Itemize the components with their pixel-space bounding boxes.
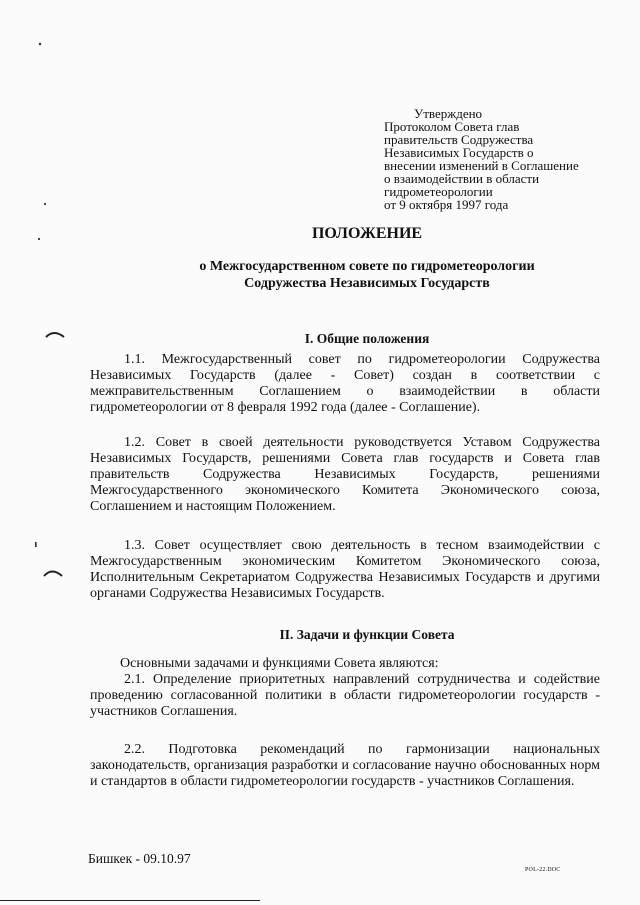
approval-line: гидрометеорологии bbox=[384, 184, 493, 199]
document-title: ПОЛОЖЕНИЕ bbox=[311, 225, 423, 242]
approval-line: Независимых Государств о bbox=[384, 145, 534, 160]
paragraph-text: 1.1. Межгосударственный совет по гидрометеорологии Содружества Независимых Государств (далее - Совет) создан в соответствии с межправительственным Соглашением о взаимодействии в области гидрометеорологии от 8 февраля 1992 года (далее - Соглашение). bbox=[90, 352, 600, 415]
paragraph-1-1 bbox=[90, 352, 600, 416]
approval-line: правительств Содружества bbox=[384, 132, 534, 147]
paragraph-1-2 bbox=[90, 435, 600, 515]
paragraph-1-3 bbox=[90, 538, 600, 602]
paragraph-text: 1.2. Совет в своей деятельности руководствуется Уставом Содружества Независимых Государств, решениями Совета глав государств и Совета глав правительств Содружества Независимых Государств, решениями Межгосударственного экономического Комитета Экономического союза, Соглашением и настоящим Положением. bbox=[90, 435, 600, 514]
paragraph-text: 2.2. Подготовка рекомендаций по гармонизации национальных законодательств, организация разработки и согласование научно обоснованных норм и стандартов в области гидрометеорологии государств - участников Соглашения. bbox=[90, 742, 600, 789]
paragraph-intro: Основными задачами и функциями Совета являются: bbox=[120, 656, 439, 671]
approval-line: Протоколом Совета глав bbox=[384, 119, 520, 134]
paragraph-2-1 bbox=[90, 656, 600, 720]
approval-line: о взаимодействии в области bbox=[384, 171, 540, 186]
scan-speck-1 bbox=[38, 42, 42, 46]
approval-line: внесении изменений в Соглашение bbox=[384, 158, 579, 173]
scan-speck-2 bbox=[43, 202, 47, 206]
footer-file-name: POL-22.DOC bbox=[525, 867, 561, 873]
paragraph-text: 1.3. Совет осуществляет свою деятельность в тесном взаимодействии с Межгосударственным экономическим Комитетом Экономического союза, Исполнительным Секретариатом Содружества Независимых Государств и другими органами Содружества Независимых Государств. bbox=[90, 538, 600, 601]
approval-line: Утверждено bbox=[414, 106, 483, 121]
section-heading-general: I. Общие положения bbox=[304, 331, 430, 346]
footer-place-date: Бишкек - 09.10.97 bbox=[88, 851, 191, 866]
document-subtitle-line-2: Содружества Независимых Государств bbox=[244, 276, 490, 291]
paragraph-text: 2.1. Определение приоритетных направлений сотрудничества и содействие проведению согласованной политики в области гидрометеорологии государств - участников Соглашения. bbox=[90, 672, 600, 719]
section-heading-tasks: II. Задачи и функции Совета bbox=[279, 627, 455, 642]
document-subtitle-line-1: о Межгосударственном совете по гидрометеорологии bbox=[199, 259, 535, 274]
paragraph-2-2 bbox=[90, 742, 600, 790]
hole-punch-mark-2 bbox=[42, 565, 64, 579]
scan-edge-line bbox=[0, 900, 260, 901]
approval-stamp-block bbox=[384, 107, 614, 211]
scan-speck-4 bbox=[34, 542, 38, 548]
approval-line: от 9 октября 1997 года bbox=[384, 197, 509, 212]
